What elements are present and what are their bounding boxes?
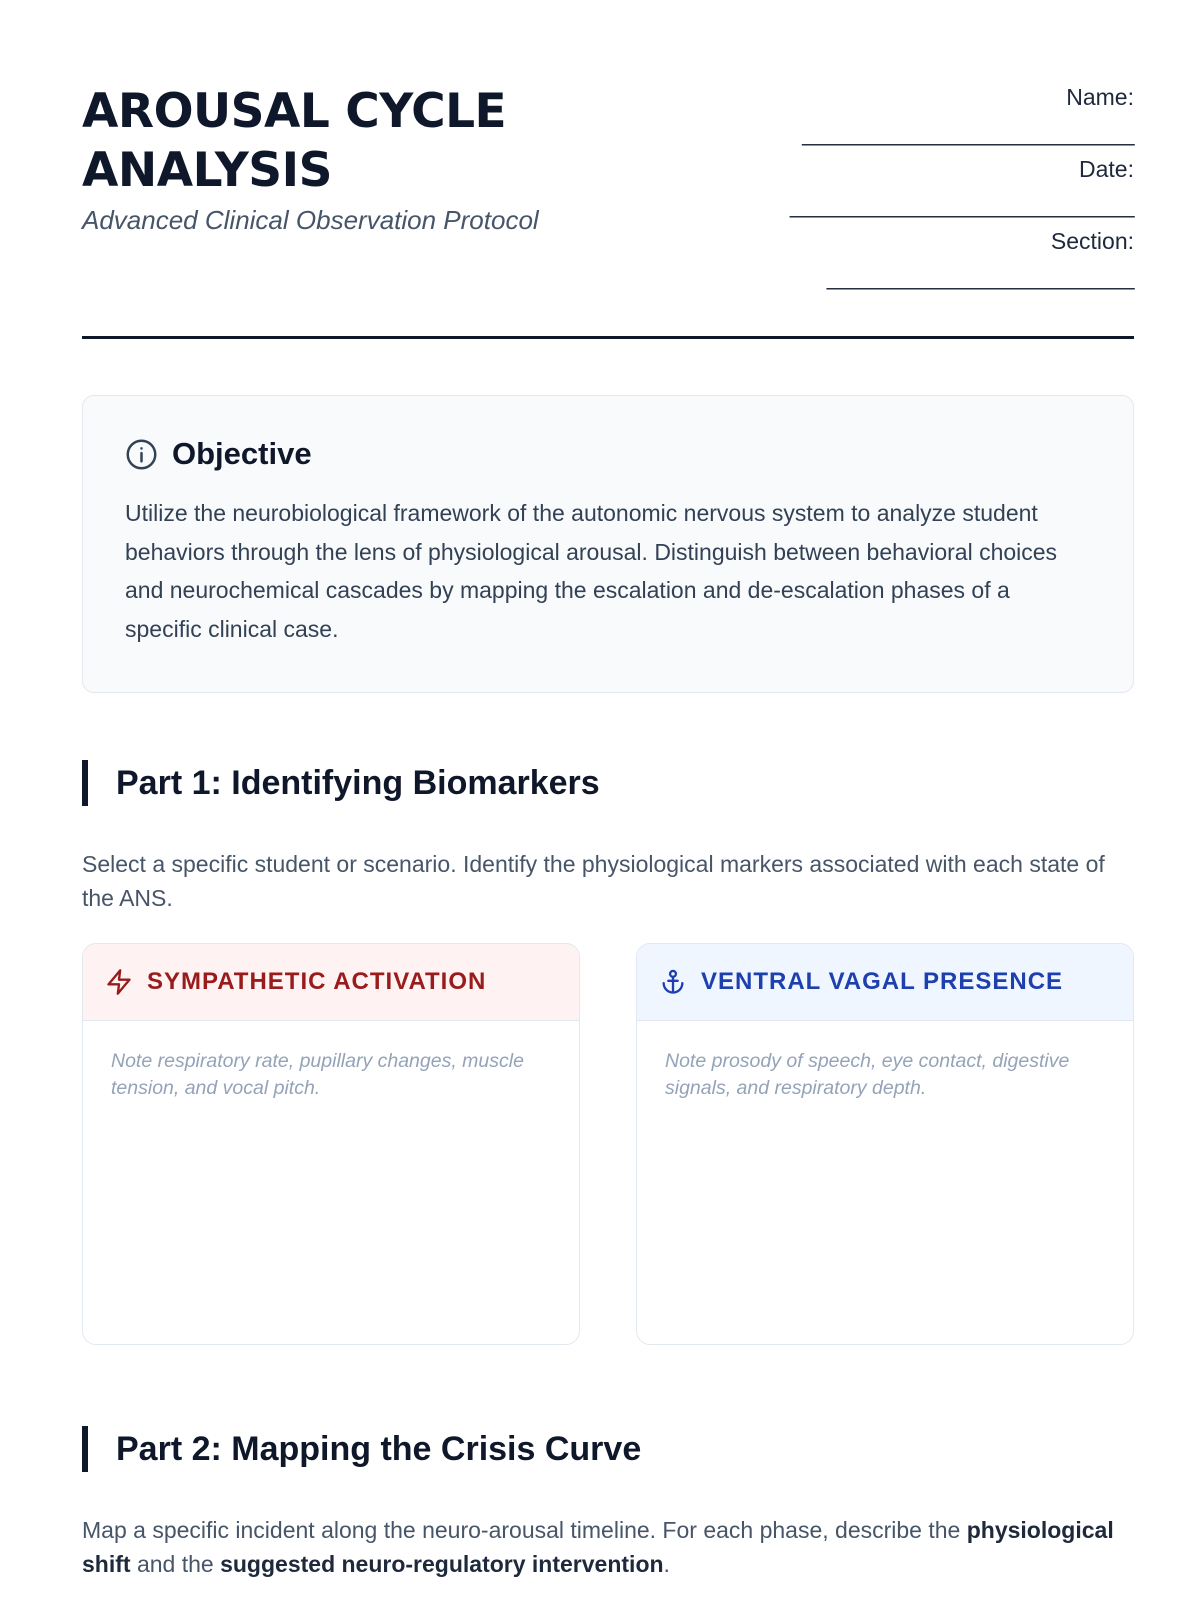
ventral-vagal-card-header bbox=[637, 944, 1133, 1021]
objective-box bbox=[82, 395, 1134, 693]
ventral-vagal-card-note[interactable]: Note prosody of speech, eye contact, digestive signals, and respiratory depth. bbox=[665, 1050, 1070, 1099]
part1-heading bbox=[82, 760, 1134, 806]
worksheet-subtitle: Advanced Clinical Observation Protocol bbox=[82, 205, 539, 235]
section-label: Section: bbox=[1050, 228, 1134, 254]
date-label: Date: bbox=[1079, 156, 1134, 182]
heading-accent-bar bbox=[82, 1426, 88, 1472]
heading-accent-bar bbox=[82, 760, 88, 806]
worksheet-page bbox=[82, 0, 1134, 1577]
part2-heading bbox=[82, 1426, 1134, 1472]
lightning-icon bbox=[105, 968, 133, 996]
part2-bold-physiological-shift: physiological shift bbox=[82, 1517, 1114, 1577]
anchor-icon bbox=[659, 968, 687, 996]
objective-header bbox=[125, 436, 1091, 472]
info-icon bbox=[125, 438, 158, 471]
objective-text: Utilize the neurobiological framework of the autonomic nervous system to analyze student behaviors through the lens of physiological arousal. Distinguish between behavioral choices and neurochemical cascades by mapping the escalation and de-escalation phases of a specific clinical case. bbox=[125, 500, 1058, 642]
sympathetic-card-title: SYMPATHETIC ACTIVATION bbox=[147, 968, 487, 995]
part2-description-middle: and the bbox=[130, 1551, 221, 1577]
header bbox=[82, 0, 1134, 343]
date-field[interactable] bbox=[714, 152, 1134, 224]
name-blank-line[interactable]: ___________________________ bbox=[802, 120, 1134, 146]
part2-description-start: Map a specific incident along the neuro-arousal timeline. For each phase, describe the bbox=[82, 1517, 967, 1543]
objective-title: Objective bbox=[172, 436, 312, 471]
sympathetic-card-note[interactable]: Note respiratory rate, pupillary changes, muscle tension, and vocal pitch. bbox=[111, 1050, 524, 1099]
date-blank-line[interactable]: ____________________________ bbox=[789, 192, 1134, 218]
sympathetic-card[interactable] bbox=[82, 943, 580, 1345]
name-label: Name: bbox=[1066, 84, 1134, 110]
sympathetic-card-header bbox=[83, 944, 579, 1021]
section-blank-line[interactable]: _________________________ bbox=[826, 264, 1134, 290]
part1-heading-text: Part 1: Identifying Biomarkers bbox=[116, 763, 600, 802]
name-field[interactable] bbox=[714, 80, 1134, 152]
worksheet-title: AROUSAL CYCLE ANALYSIS bbox=[82, 84, 507, 198]
header-divider bbox=[82, 336, 1134, 339]
part2-description-end: . bbox=[663, 1551, 670, 1577]
part2-heading-text: Part 2: Mapping the Crisis Curve bbox=[116, 1429, 642, 1468]
section-field[interactable] bbox=[714, 224, 1134, 296]
ventral-vagal-card-title: VENTRAL VAGAL PRESENCE bbox=[701, 968, 1064, 995]
ventral-vagal-card[interactable] bbox=[636, 943, 1134, 1345]
part2-bold-intervention: suggested neuro-regulatory intervention bbox=[220, 1551, 664, 1577]
part2-description bbox=[82, 1513, 1134, 1581]
part1-description: Select a specific student or scenario. Identify the physiological markers associated with each state of the ANS. bbox=[82, 851, 1105, 911]
student-info-fields bbox=[714, 80, 1134, 296]
